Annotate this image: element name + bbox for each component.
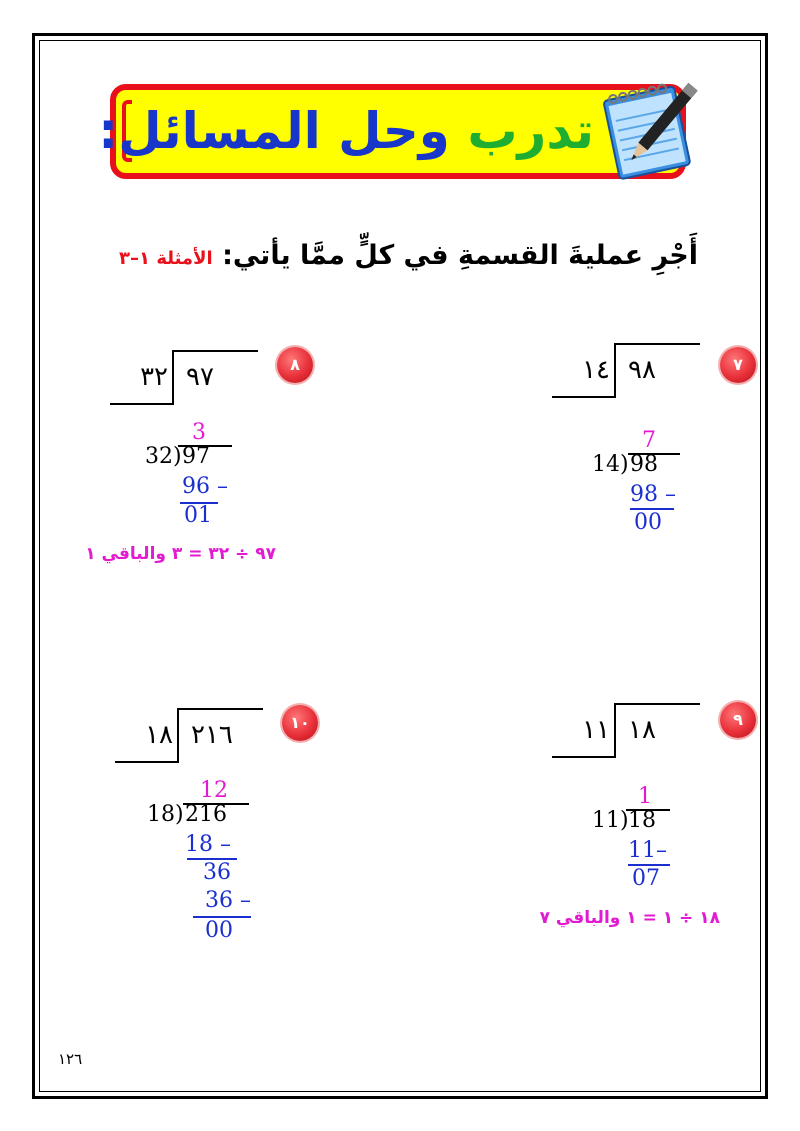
problem-number-10: ١٠ [282, 705, 318, 741]
problem-9-bracket [552, 703, 702, 758]
problem-7-remainder: 00 [634, 510, 662, 535]
notepad-pencil-icon [596, 74, 704, 182]
problem-number-8: ٨ [277, 347, 313, 383]
problem-10-quotient: 12 [200, 778, 228, 803]
problem-7-bracket [552, 343, 702, 398]
instruction-reference: الأمثلة ١–٣ [119, 248, 213, 269]
problem-8-divisor: ٣٢ [140, 362, 168, 392]
problem-9-subtract: 11– [628, 838, 667, 863]
problem-8-bracket [110, 350, 260, 405]
problem-9-work: 1 11 ) 18 11– 07 [592, 782, 732, 892]
instruction-text: أَجْرِ عمليةَ القسمةِ في كلٍّ ممَّا يأتي: [222, 240, 698, 271]
banner-title [98, 94, 594, 168]
problem-7-quotient: 7 [642, 428, 656, 453]
problem-10-dividend: ٢١٦ [191, 720, 233, 750]
problem-8-dividend: ٩٧ [186, 362, 214, 392]
problem-9-dividend: ١٨ [628, 715, 656, 745]
instruction-line [119, 240, 698, 271]
banner-title-word1: تدرب [467, 102, 594, 160]
banner-title-word2: وحل المسائل: [98, 102, 450, 160]
problem-9-work-dividend: 18 [628, 808, 656, 833]
problem-8-work-dividend: 97 [182, 444, 210, 469]
problem-9-divisor: ١١ [582, 715, 610, 745]
problem-10-remainder-2: 00 [205, 918, 233, 943]
problem-10-divisor: ١٨ [145, 720, 173, 750]
problem-8-subtract: 96 – [182, 474, 228, 499]
problem-7-work-dividend: 98 [630, 452, 658, 477]
problem-8-quotient: 3 [192, 420, 206, 445]
problem-10-remainder-1: 36 [203, 860, 231, 885]
problem-9-remainder: 07 [632, 866, 660, 891]
problem-7-work-divisor: 14 [592, 452, 620, 477]
problem-7-divisor: ١٤ [582, 355, 610, 385]
problem-7-subtract: 98 – [630, 482, 676, 507]
problem-10-subtract-1: 18 – [185, 832, 231, 857]
problem-8-work: 3 32 ) 97 96 – 01 [140, 418, 280, 528]
problem-number-9: ٩ [720, 702, 756, 738]
problem-10-work-divisor: 18 [147, 802, 175, 827]
problem-8-remainder: 01 [184, 503, 212, 528]
problem-8-work-divisor: 32 [145, 444, 173, 469]
problem-9-quotient: 1 [638, 784, 652, 809]
problem-number-7: ٧ [720, 347, 756, 383]
problem-10-subtract-2: 36 – [205, 888, 251, 913]
page-number: ١٢٦ [58, 1050, 83, 1068]
problem-9-result: ١٨ ÷ ١ = ١ والباقي ٧ [539, 908, 720, 928]
problem-10-work-dividend: 216 [185, 802, 227, 827]
problem-8-result: ٩٧ ÷ ٣٢ = ٣ والباقي ١ [85, 544, 276, 564]
problem-10-bracket [115, 708, 265, 763]
problem-10-work: 12 18 ) 216 18 – 36 36 – 00 [147, 778, 251, 943]
problem-7-work: 7 14 ) 98 98 – 00 [590, 426, 730, 536]
problem-7-dividend: ٩٨ [628, 355, 656, 385]
problem-9-work-divisor: 11 [592, 808, 620, 833]
